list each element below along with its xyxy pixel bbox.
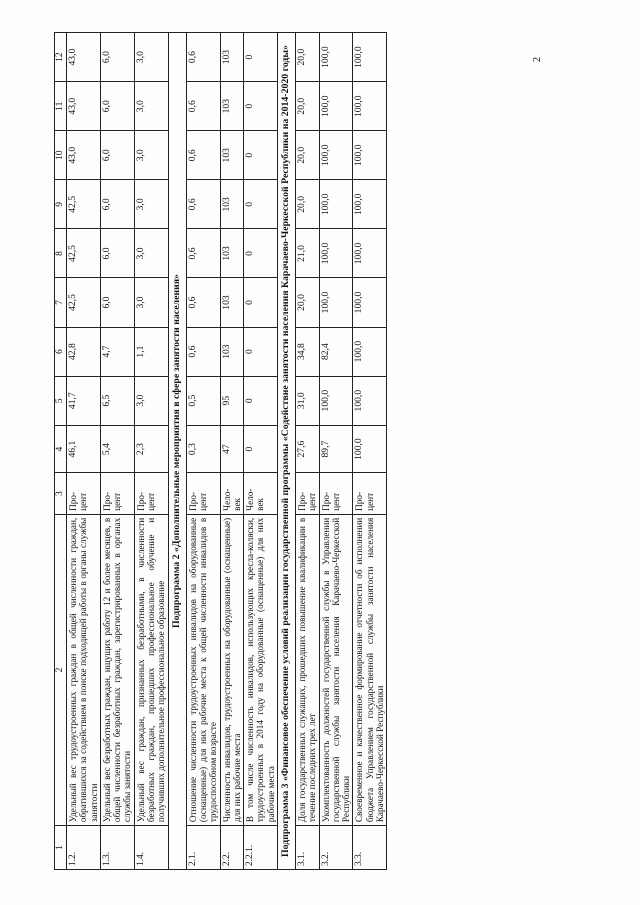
- indicator-description: Своевременное и качественное формирование отчетности об исполнении бюджета Управлением государственной службы занятости населения Карачаево-Черкесской Республики: [353, 514, 387, 825]
- section-title: Подпрограмма 2 «Дополнительные мероприятия в сфере занятости населения»: [168, 33, 186, 870]
- row-number: 3.1.: [295, 826, 319, 870]
- indicator-value: 0,6: [186, 82, 220, 131]
- indicator-value: 6,5: [100, 376, 134, 425]
- indicators-table: [54, 32, 387, 870]
- column-number-header: 8: [55, 229, 67, 278]
- indicator-value: 20,0: [295, 131, 319, 180]
- indicator-value: 20,0: [295, 33, 319, 82]
- indicator-value: 0,6: [186, 180, 220, 229]
- column-number-header: 10: [55, 131, 67, 180]
- indicator-value: 34,8: [295, 327, 319, 376]
- indicator-value: 100,0: [353, 278, 387, 327]
- section-row: [278, 33, 296, 870]
- indicator-description: В том числе численность инвалидов, использующих кресла-коляски, трудоустроенных в 2014 году на оборудованные (оснащенные) для них рабочие места: [244, 514, 278, 825]
- column-number-header: 4: [55, 425, 67, 473]
- row-number: 2.2.: [220, 826, 244, 870]
- unit-of-measure: Про-цент: [134, 473, 168, 514]
- indicator-value: 0: [244, 33, 278, 82]
- unit-of-measure: Про-цент: [67, 473, 101, 514]
- indicator-value: 0: [244, 131, 278, 180]
- column-number-header: 1: [55, 826, 67, 870]
- row-number: 3.3.: [353, 826, 387, 870]
- indicator-value: 3,0: [134, 131, 168, 180]
- indicator-value: 0: [244, 425, 278, 473]
- indicator-row: [100, 33, 134, 870]
- indicator-value: 27,6: [295, 425, 319, 473]
- indicator-value: 103: [220, 278, 244, 327]
- unit-of-measure: Чело-век: [220, 473, 244, 514]
- indicator-value: 3,0: [134, 33, 168, 82]
- indicator-value: 3,0: [134, 180, 168, 229]
- unit-of-measure: Про-цент: [186, 473, 220, 514]
- indicator-description: Численность инвалидов, трудоустроенных на оборудованные (оснащенные) для них рабочие места: [220, 514, 244, 825]
- indicator-value: 3,0: [134, 82, 168, 131]
- row-number: 1.3.: [100, 826, 134, 870]
- indicator-value: 6,0: [100, 33, 134, 82]
- indicator-description: Удельный вес граждан, признанных безработными, в численности безработных граждан, прошедших профессиональное обучение и получивших дополнительное профессиональное образование: [134, 514, 168, 825]
- section-title: Подпрограмма 3 «Финансовое обеспечение условий реализации государственной программы «Содействие занятости населения Карачаево-Черкесской Республики на 2014-2020 годы»: [278, 33, 296, 870]
- indicator-value: 3,0: [134, 229, 168, 278]
- unit-of-measure: Про-цент: [295, 473, 319, 514]
- column-number-header: 7: [55, 278, 67, 327]
- indicator-value: 6,0: [100, 278, 134, 327]
- indicator-value: 0,6: [186, 33, 220, 82]
- column-number-header: 2: [55, 514, 67, 825]
- indicator-value: 100,0: [319, 33, 353, 82]
- indicator-description: Удельный вес трудоустроенных граждан в общей численности граждан, обратившихся за содействием в поиске подходящей работы в органы службы занятости: [67, 514, 101, 825]
- rotated-page-content: [54, 32, 560, 870]
- indicator-value: 100,0: [353, 131, 387, 180]
- indicator-row: [134, 33, 168, 870]
- indicator-value: 100,0: [353, 425, 387, 473]
- indicator-row: [67, 33, 101, 870]
- indicator-value: 0,6: [186, 327, 220, 376]
- indicator-description: Доля государственных служащих, прошедших повышение квалификации в течение последних трех лет: [295, 514, 319, 825]
- indicator-value: 0: [244, 229, 278, 278]
- indicator-row: [244, 33, 278, 870]
- indicator-value: 1,1: [134, 327, 168, 376]
- indicator-value: 100,0: [319, 131, 353, 180]
- indicator-value: 6,0: [100, 82, 134, 131]
- indicator-value: 21,0: [295, 229, 319, 278]
- indicator-value: 89,7: [319, 425, 353, 473]
- column-number-header: 11: [55, 82, 67, 131]
- column-number-header: 3: [55, 473, 67, 514]
- indicator-value: 100,0: [319, 229, 353, 278]
- indicator-value: 46,1: [67, 425, 101, 473]
- indicator-value: 0: [244, 278, 278, 327]
- indicator-value: 95: [220, 376, 244, 425]
- indicator-value: 0: [244, 327, 278, 376]
- row-number: 1.4.: [134, 826, 168, 870]
- column-number-header: 12: [55, 33, 67, 82]
- indicator-value: 100,0: [353, 33, 387, 82]
- indicator-value: 47: [220, 425, 244, 473]
- indicator-row: [353, 33, 387, 870]
- row-number: 3.2.: [319, 826, 353, 870]
- indicator-value: 3,0: [134, 376, 168, 425]
- indicator-value: 42,5: [67, 180, 101, 229]
- indicator-value: 6,0: [100, 131, 134, 180]
- indicator-value: 100,0: [319, 82, 353, 131]
- indicator-value: 6,0: [100, 229, 134, 278]
- section-row: [168, 33, 186, 870]
- indicator-description: Удельный вес безработных граждан, ищущих работу 12 и более месяцев, в общей численности безработных граждан, зарегистрированных в органах службы занятости: [100, 514, 134, 825]
- indicator-value: 103: [220, 82, 244, 131]
- indicator-value: 100,0: [319, 278, 353, 327]
- indicator-description: Отношение численности трудоустроенных инвалидов на оборудованные (оснащенные) для них рабочие места к общей численности инвалидов в трудоспособном возрасте: [186, 514, 220, 825]
- indicator-row: [295, 33, 319, 870]
- indicator-value: 41,7: [67, 376, 101, 425]
- row-number: 2.1.: [186, 826, 220, 870]
- indicator-value: 20,0: [295, 82, 319, 131]
- indicator-value: 103: [220, 180, 244, 229]
- indicator-value: 100,0: [319, 376, 353, 425]
- indicator-row: [319, 33, 353, 870]
- indicator-value: 103: [220, 327, 244, 376]
- indicator-value: 0,6: [186, 131, 220, 180]
- indicator-value: 100,0: [319, 180, 353, 229]
- indicator-value: 43,0: [67, 82, 101, 131]
- indicator-row: [220, 33, 244, 870]
- indicator-value: 100,0: [353, 327, 387, 376]
- indicator-value: 6,0: [100, 180, 134, 229]
- indicator-value: 0,5: [186, 376, 220, 425]
- indicator-value: 103: [220, 131, 244, 180]
- unit-of-measure: Про-цент: [319, 473, 353, 514]
- indicator-row: [186, 33, 220, 870]
- indicator-value: 43,0: [67, 33, 101, 82]
- unit-of-measure: Про-цент: [353, 473, 387, 514]
- indicator-value: 20,0: [295, 278, 319, 327]
- indicator-value: 4,7: [100, 327, 134, 376]
- row-number: 2.2.1.: [244, 826, 278, 870]
- indicator-value: 0: [244, 180, 278, 229]
- indicator-value: 100,0: [353, 180, 387, 229]
- indicator-value: 3,0: [134, 278, 168, 327]
- header-row: [55, 33, 67, 870]
- column-number-header: 6: [55, 327, 67, 376]
- indicator-value: 103: [220, 229, 244, 278]
- indicator-value: 42,8: [67, 327, 101, 376]
- indicator-value: 100,0: [353, 82, 387, 131]
- column-number-header: 9: [55, 180, 67, 229]
- page-number: 2: [532, 57, 543, 62]
- indicator-value: 0: [244, 376, 278, 425]
- indicator-value: 0,6: [186, 229, 220, 278]
- unit-of-measure: Про-цент: [100, 473, 134, 514]
- indicator-description: Укомплектованность должностей государственной службы в Управлении государственной службы занятости населения Карачаево-Черкесской Республики: [319, 514, 353, 825]
- indicator-value: 0,6: [186, 278, 220, 327]
- indicator-value: 2,3: [134, 425, 168, 473]
- indicator-value: 42,5: [67, 229, 101, 278]
- indicator-value: 5,4: [100, 425, 134, 473]
- indicator-value: 82,4: [319, 327, 353, 376]
- indicator-value: 103: [220, 33, 244, 82]
- indicator-value: 100,0: [353, 229, 387, 278]
- indicator-value: 20,0: [295, 180, 319, 229]
- indicator-value: 0,3: [186, 425, 220, 473]
- row-number: 1.2.: [67, 826, 101, 870]
- indicator-value: 100,0: [353, 376, 387, 425]
- indicator-value: 0: [244, 82, 278, 131]
- indicator-value: 43,0: [67, 131, 101, 180]
- unit-of-measure: Чело-век: [244, 473, 278, 514]
- column-number-header: 5: [55, 376, 67, 425]
- indicator-value: 31,0: [295, 376, 319, 425]
- indicator-value: 42,5: [67, 278, 101, 327]
